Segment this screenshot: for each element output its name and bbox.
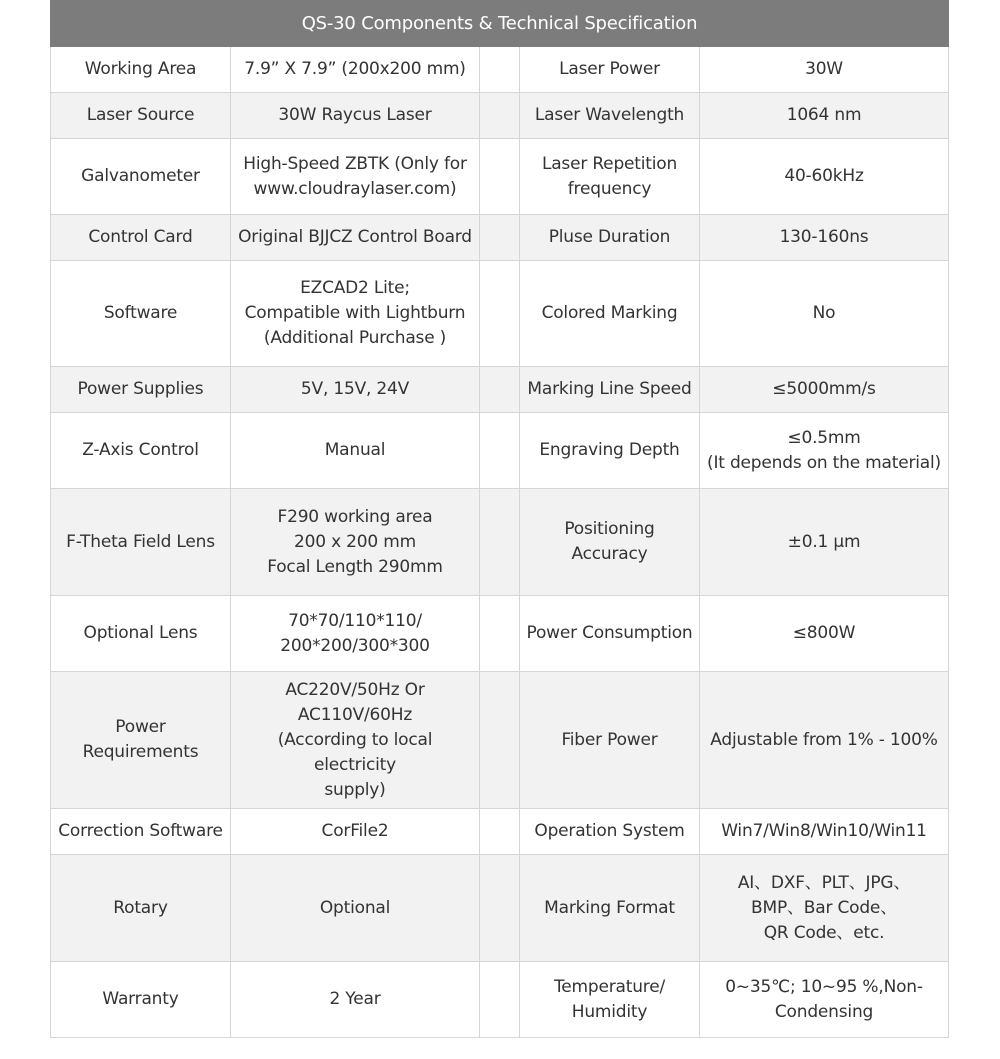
spec-table (50, 0, 949, 1038)
table-row (51, 413, 949, 489)
spec-value-left: EZCAD2 Lite; Compatible with Lightburn (Additional Purchase ) (231, 261, 480, 367)
spec-value-right: ±0.1 μm (700, 489, 949, 596)
spec-value-right: 30W (700, 47, 949, 93)
spec-value-right: No (700, 261, 949, 367)
table-row (51, 215, 949, 261)
spec-value-right: 40-60kHz (700, 139, 949, 215)
spec-label-left: Warranty (51, 962, 231, 1038)
spec-label-right: Laser Power (520, 47, 700, 93)
spec-value-right: 130-160ns (700, 215, 949, 261)
spec-label-right: Pluse Duration (520, 215, 700, 261)
spec-value-left: F290 working area 200 x 200 mm Focal Length 290mm (231, 489, 480, 596)
spec-value-left: 5V, 15V, 24V (231, 367, 480, 413)
spacer-cell (480, 855, 520, 962)
spec-value-left: High-Speed ZBTK (Only for www.cloudraylaser.com) (231, 139, 480, 215)
table-row (51, 809, 949, 855)
spec-body (51, 47, 949, 1038)
spec-label-left: Software (51, 261, 231, 367)
spec-value-left: Original BJJCZ Control Board (231, 215, 480, 261)
spacer-cell (480, 413, 520, 489)
spacer-cell (480, 215, 520, 261)
spacer-cell (480, 596, 520, 672)
spec-label-left: Power Supplies (51, 367, 231, 413)
table-row (51, 596, 949, 672)
spec-label-left: Power Requirements (51, 672, 231, 809)
spec-label-left: Galvanometer (51, 139, 231, 215)
spec-label-left: Z-Axis Control (51, 413, 231, 489)
spec-label-right: Operation System (520, 809, 700, 855)
table-row (51, 962, 949, 1038)
spec-label-right: Positioning Accuracy (520, 489, 700, 596)
table-row (51, 489, 949, 596)
spacer-cell (480, 139, 520, 215)
spec-label-right: Engraving Depth (520, 413, 700, 489)
spec-value-right: ≤5000mm/s (700, 367, 949, 413)
spec-value-left: AC220V/50Hz Or AC110V/60Hz (According to local electricity supply) (231, 672, 480, 809)
spec-label-left: Laser Source (51, 93, 231, 139)
table-row (51, 93, 949, 139)
table-row (51, 367, 949, 413)
spec-label-left: Optional Lens (51, 596, 231, 672)
spec-label-right: Laser Repetition frequency (520, 139, 700, 215)
spec-value-left: 70*70/110*110/ 200*200/300*300 (231, 596, 480, 672)
spec-label-left: Rotary (51, 855, 231, 962)
spec-value-right: Win7/Win8/Win10/Win11 (700, 809, 949, 855)
table-row (51, 139, 949, 215)
spec-label-left: Working Area (51, 47, 231, 93)
spec-value-left: 30W Raycus Laser (231, 93, 480, 139)
spacer-cell (480, 261, 520, 367)
table-row (51, 47, 949, 93)
spec-value-left: Manual (231, 413, 480, 489)
spec-label-left: Correction Software (51, 809, 231, 855)
spec-label-right: Laser Wavelength (520, 93, 700, 139)
spacer-cell (480, 962, 520, 1038)
spec-value-right: 0~35℃; 10~95 %,Non- Condensing (700, 962, 949, 1038)
spacer-cell (480, 367, 520, 413)
spec-value-left: 2 Year (231, 962, 480, 1038)
spec-label-left: Control Card (51, 215, 231, 261)
spec-label-right: Colored Marking (520, 261, 700, 367)
spacer-cell (480, 93, 520, 139)
spacer-cell (480, 672, 520, 809)
spec-label-right: Temperature/ Humidity (520, 962, 700, 1038)
table-row (51, 672, 949, 809)
spec-label-right: Marking Format (520, 855, 700, 962)
table-row (51, 261, 949, 367)
spec-label-right: Fiber Power (520, 672, 700, 809)
spec-label-right: Marking Line Speed (520, 367, 700, 413)
spec-value-right: Adjustable from 1% - 100% (700, 672, 949, 809)
spec-value-right: 1064 nm (700, 93, 949, 139)
spec-value-right: ≤0.5mm (It depends on the material) (700, 413, 949, 489)
spacer-cell (480, 489, 520, 596)
title-row (51, 1, 949, 47)
spec-value-left: Optional (231, 855, 480, 962)
spec-label-left: F-Theta Field Lens (51, 489, 231, 596)
spacer-cell (480, 47, 520, 93)
table-title: QS-30 Components & Technical Specification (51, 1, 949, 47)
spec-value-left: 7.9” X 7.9” (200x200 mm) (231, 47, 480, 93)
spec-label-right: Power Consumption (520, 596, 700, 672)
spec-value-right: ≤800W (700, 596, 949, 672)
spacer-cell (480, 809, 520, 855)
table-row (51, 855, 949, 962)
spec-value-right: AI、DXF、PLT、JPG、 BMP、Bar Code、 QR Code、etc. (700, 855, 949, 962)
spec-value-left: CorFile2 (231, 809, 480, 855)
